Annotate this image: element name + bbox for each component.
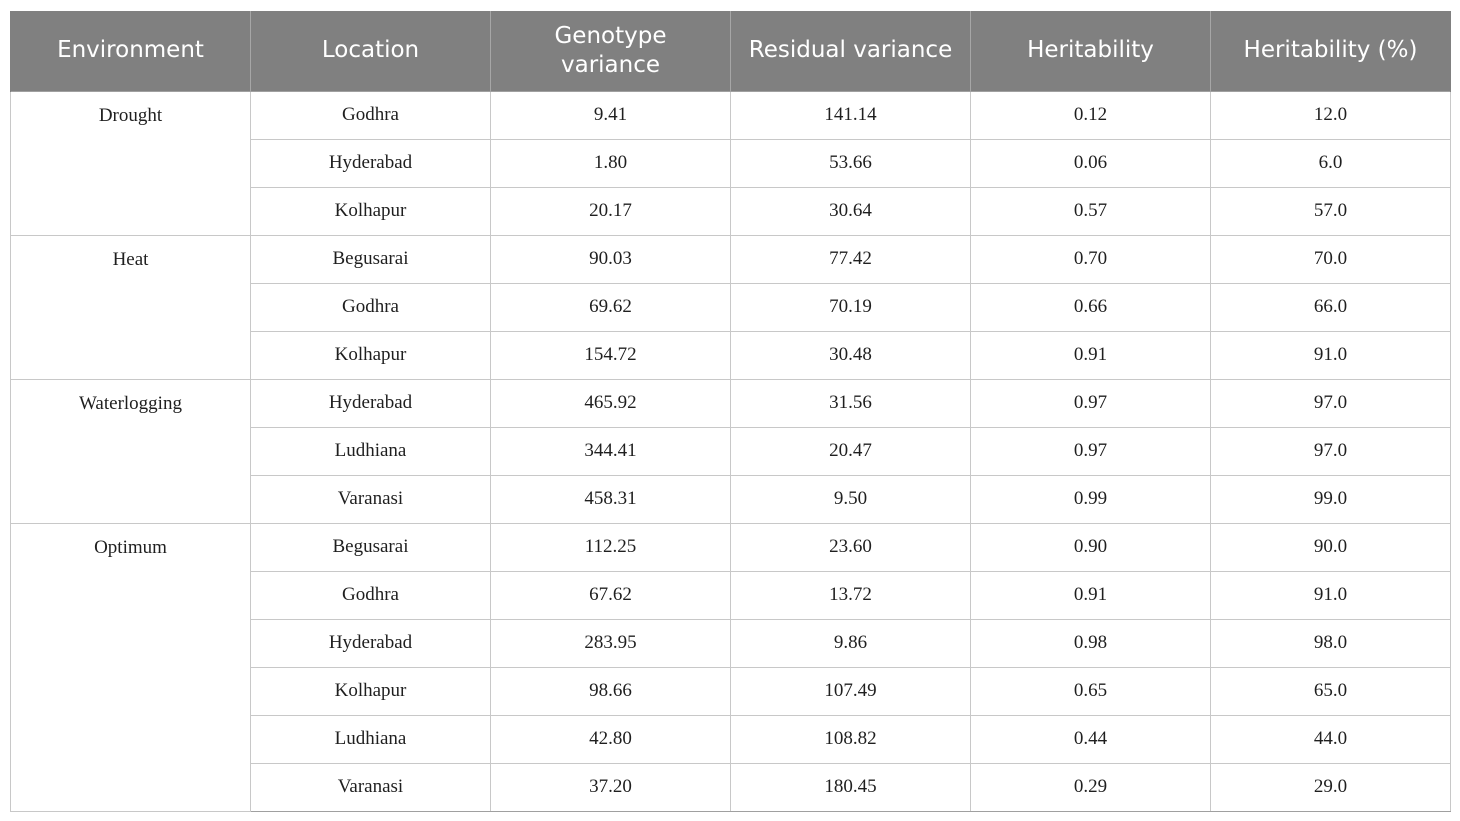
cell-heritability: 0.65 <box>971 667 1211 715</box>
cell-residual-variance: 77.42 <box>731 235 971 283</box>
cell-location: Ludhiana <box>251 715 491 763</box>
cell-location: Hyderabad <box>251 379 491 427</box>
cell-heritability: 0.66 <box>971 283 1211 331</box>
header-row <box>11 11 1451 91</box>
cell-heritability: 0.70 <box>971 235 1211 283</box>
cell-heritability-percent: 91.0 <box>1211 571 1451 619</box>
cell-genotype-variance: 67.62 <box>491 571 731 619</box>
cell-location: Kolhapur <box>251 187 491 235</box>
cell-location: Kolhapur <box>251 667 491 715</box>
cell-location: Begusarai <box>251 523 491 571</box>
cell-environment: Drought <box>11 91 251 235</box>
cell-residual-variance: 141.14 <box>731 91 971 139</box>
cell-residual-variance: 53.66 <box>731 139 971 187</box>
cell-heritability: 0.99 <box>971 475 1211 523</box>
cell-heritability: 0.29 <box>971 763 1211 811</box>
cell-location: Godhra <box>251 283 491 331</box>
cell-heritability-percent: 90.0 <box>1211 523 1451 571</box>
cell-residual-variance: 23.60 <box>731 523 971 571</box>
cell-location: Ludhiana <box>251 427 491 475</box>
cell-residual-variance: 107.49 <box>731 667 971 715</box>
cell-residual-variance: 70.19 <box>731 283 971 331</box>
heritability-table <box>10 11 1451 812</box>
cell-genotype-variance: 42.80 <box>491 715 731 763</box>
header-heritability-percent: Heritability (%) <box>1211 11 1451 91</box>
header-genotype-variance: Genotype variance <box>491 11 731 91</box>
cell-location: Godhra <box>251 571 491 619</box>
cell-heritability: 0.91 <box>971 331 1211 379</box>
cell-genotype-variance: 344.41 <box>491 427 731 475</box>
header-residual-variance: Residual variance <box>731 11 971 91</box>
cell-heritability-percent: 98.0 <box>1211 619 1451 667</box>
header-environment: Environment <box>11 11 251 91</box>
cell-environment: Waterlogging <box>11 379 251 523</box>
table-row <box>11 235 1451 283</box>
cell-heritability-percent: 97.0 <box>1211 379 1451 427</box>
cell-genotype-variance: 37.20 <box>491 763 731 811</box>
cell-heritability: 0.57 <box>971 187 1211 235</box>
cell-genotype-variance: 154.72 <box>491 331 731 379</box>
cell-heritability: 0.06 <box>971 139 1211 187</box>
cell-location: Godhra <box>251 91 491 139</box>
cell-genotype-variance: 112.25 <box>491 523 731 571</box>
cell-heritability: 0.44 <box>971 715 1211 763</box>
cell-residual-variance: 20.47 <box>731 427 971 475</box>
cell-genotype-variance: 98.66 <box>491 667 731 715</box>
header-location: Location <box>251 11 491 91</box>
cell-location: Varanasi <box>251 763 491 811</box>
cell-genotype-variance: 458.31 <box>491 475 731 523</box>
table-row <box>11 523 1451 571</box>
header-heritability: Heritability <box>971 11 1211 91</box>
cell-heritability-percent: 97.0 <box>1211 427 1451 475</box>
cell-heritability-percent: 6.0 <box>1211 139 1451 187</box>
cell-location: Varanasi <box>251 475 491 523</box>
cell-residual-variance: 13.72 <box>731 571 971 619</box>
cell-heritability-percent: 57.0 <box>1211 187 1451 235</box>
cell-genotype-variance: 69.62 <box>491 283 731 331</box>
cell-residual-variance: 9.86 <box>731 619 971 667</box>
cell-residual-variance: 180.45 <box>731 763 971 811</box>
cell-location: Hyderabad <box>251 619 491 667</box>
cell-genotype-variance: 90.03 <box>491 235 731 283</box>
cell-heritability: 0.12 <box>971 91 1211 139</box>
cell-residual-variance: 31.56 <box>731 379 971 427</box>
cell-residual-variance: 30.64 <box>731 187 971 235</box>
cell-residual-variance: 30.48 <box>731 331 971 379</box>
cell-heritability-percent: 99.0 <box>1211 475 1451 523</box>
cell-residual-variance: 9.50 <box>731 475 971 523</box>
cell-heritability: 0.90 <box>971 523 1211 571</box>
cell-heritability: 0.91 <box>971 571 1211 619</box>
cell-genotype-variance: 283.95 <box>491 619 731 667</box>
cell-genotype-variance: 465.92 <box>491 379 731 427</box>
cell-environment: Optimum <box>11 523 251 811</box>
cell-heritability-percent: 91.0 <box>1211 331 1451 379</box>
cell-heritability-percent: 12.0 <box>1211 91 1451 139</box>
cell-genotype-variance: 1.80 <box>491 139 731 187</box>
cell-heritability-percent: 44.0 <box>1211 715 1451 763</box>
cell-environment: Heat <box>11 235 251 379</box>
cell-location: Hyderabad <box>251 139 491 187</box>
cell-heritability: 0.97 <box>971 379 1211 427</box>
cell-heritability-percent: 65.0 <box>1211 667 1451 715</box>
table-body <box>11 91 1451 811</box>
cell-residual-variance: 108.82 <box>731 715 971 763</box>
table-header <box>11 11 1451 91</box>
cell-heritability-percent: 70.0 <box>1211 235 1451 283</box>
cell-heritability: 0.97 <box>971 427 1211 475</box>
heritability-table-container <box>10 11 1450 812</box>
cell-heritability-percent: 29.0 <box>1211 763 1451 811</box>
table-row <box>11 379 1451 427</box>
cell-location: Kolhapur <box>251 331 491 379</box>
cell-genotype-variance: 9.41 <box>491 91 731 139</box>
cell-genotype-variance: 20.17 <box>491 187 731 235</box>
table-row <box>11 91 1451 139</box>
cell-heritability: 0.98 <box>971 619 1211 667</box>
cell-location: Begusarai <box>251 235 491 283</box>
cell-heritability-percent: 66.0 <box>1211 283 1451 331</box>
